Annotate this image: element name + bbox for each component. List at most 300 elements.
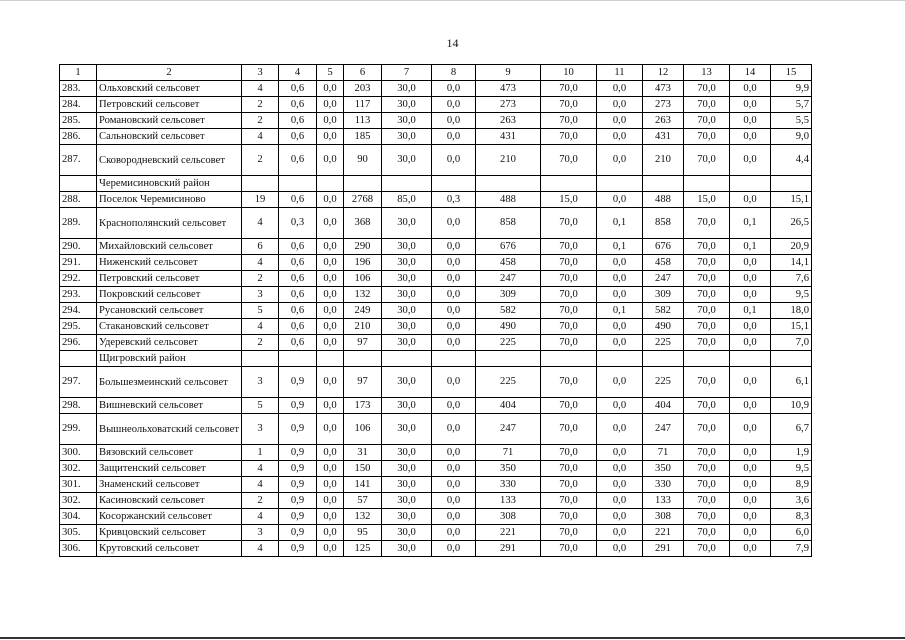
col-5-cell: 0,0 (317, 81, 344, 97)
name-cell: Поселок Черемисиново (97, 192, 242, 208)
col-8-cell: 0,0 (432, 509, 476, 525)
empty-cell (476, 176, 541, 192)
col-10-cell: 70,0 (541, 113, 597, 129)
col-10-cell: 70,0 (541, 461, 597, 477)
name-cell: Знаменский сельсовет (97, 477, 242, 493)
col-15-cell: 3,6 (771, 493, 812, 509)
col-11-cell: 0,1 (597, 208, 643, 239)
col-7-cell: 30,0 (382, 303, 432, 319)
header-cell-2: 2 (97, 65, 242, 81)
col-7-cell: 30,0 (382, 477, 432, 493)
col-7-cell: 30,0 (382, 367, 432, 398)
table-row (60, 541, 812, 557)
row-number-cell: 289. (60, 208, 97, 239)
col-12-cell: 133 (643, 493, 684, 509)
col-13-cell: 70,0 (684, 493, 730, 509)
col-4-cell: 0,9 (279, 414, 317, 445)
header-cell-15: 15 (771, 65, 812, 81)
col-3-cell: 4 (242, 461, 279, 477)
header-cell-12: 12 (643, 65, 684, 81)
col-10-cell: 70,0 (541, 398, 597, 414)
col-14-cell: 0,0 (730, 541, 771, 557)
col-5-cell: 0,0 (317, 541, 344, 557)
col-11-cell: 0,0 (597, 255, 643, 271)
col-3-cell: 1 (242, 445, 279, 461)
col-10-cell: 70,0 (541, 303, 597, 319)
header-cell-9: 9 (476, 65, 541, 81)
empty-cell (541, 351, 597, 367)
col-13-cell: 70,0 (684, 97, 730, 113)
row-number-cell: 292. (60, 271, 97, 287)
name-cell: Романовский сельсовет (97, 113, 242, 129)
col-13-cell: 70,0 (684, 319, 730, 335)
col-12-cell: 582 (643, 303, 684, 319)
empty-cell (730, 351, 771, 367)
table-header-row (60, 65, 812, 81)
col-6-cell: 95 (344, 525, 382, 541)
empty-cell (597, 351, 643, 367)
header-cell-10: 10 (541, 65, 597, 81)
col-15-cell: 18,0 (771, 303, 812, 319)
col-11-cell: 0,0 (597, 287, 643, 303)
col-8-cell: 0,0 (432, 525, 476, 541)
col-10-cell: 70,0 (541, 335, 597, 351)
col-8-cell: 0,0 (432, 129, 476, 145)
table-row (60, 113, 812, 129)
col-5-cell: 0,0 (317, 477, 344, 493)
empty-cell (643, 351, 684, 367)
empty-cell (597, 176, 643, 192)
col-7-cell: 30,0 (382, 493, 432, 509)
row-number-cell: 302. (60, 461, 97, 477)
col-5-cell: 0,0 (317, 398, 344, 414)
name-cell: Касиновский сельсовет (97, 493, 242, 509)
col-15-cell: 6,1 (771, 367, 812, 398)
col-3-cell: 3 (242, 414, 279, 445)
col-15-cell: 6,7 (771, 414, 812, 445)
col-5-cell: 0,0 (317, 287, 344, 303)
col-5-cell: 0,0 (317, 97, 344, 113)
col-6-cell: 132 (344, 509, 382, 525)
name-cell: Косоржанский сельсовет (97, 509, 242, 525)
col-4-cell: 0,6 (279, 335, 317, 351)
col-7-cell: 30,0 (382, 208, 432, 239)
col-9-cell: 582 (476, 303, 541, 319)
col-15-cell: 6,0 (771, 525, 812, 541)
empty-cell (242, 351, 279, 367)
row-number-cell: 302. (60, 493, 97, 509)
col-12-cell: 431 (643, 129, 684, 145)
col-14-cell: 0,0 (730, 445, 771, 461)
col-8-cell: 0,0 (432, 414, 476, 445)
empty-cell (344, 176, 382, 192)
empty-cell (771, 176, 812, 192)
col-5-cell: 0,0 (317, 192, 344, 208)
col-11-cell: 0,0 (597, 477, 643, 493)
col-11-cell: 0,0 (597, 398, 643, 414)
col-13-cell: 70,0 (684, 287, 730, 303)
col-5-cell: 0,0 (317, 113, 344, 129)
col-9-cell: 291 (476, 541, 541, 557)
name-cell: Сальновский сельсовет (97, 129, 242, 145)
col-11-cell: 0,1 (597, 239, 643, 255)
table-row (60, 509, 812, 525)
col-10-cell: 70,0 (541, 81, 597, 97)
col-14-cell: 0,1 (730, 303, 771, 319)
col-10-cell: 70,0 (541, 271, 597, 287)
name-cell: Русановский сельсовет (97, 303, 242, 319)
col-13-cell: 70,0 (684, 461, 730, 477)
col-12-cell: 225 (643, 367, 684, 398)
col-13-cell: 15,0 (684, 192, 730, 208)
col-12-cell: 247 (643, 271, 684, 287)
col-10-cell: 70,0 (541, 145, 597, 176)
col-9-cell: 458 (476, 255, 541, 271)
col-6-cell: 117 (344, 97, 382, 113)
header-cell-13: 13 (684, 65, 730, 81)
empty-cell (643, 176, 684, 192)
col-12-cell: 308 (643, 509, 684, 525)
col-11-cell: 0,1 (597, 303, 643, 319)
col-7-cell: 30,0 (382, 129, 432, 145)
col-5-cell: 0,0 (317, 461, 344, 477)
col-8-cell: 0,0 (432, 445, 476, 461)
col-4-cell: 0,6 (279, 97, 317, 113)
col-9-cell: 247 (476, 271, 541, 287)
col-3-cell: 4 (242, 129, 279, 145)
name-cell: Петровский сельсовет (97, 97, 242, 113)
col-8-cell: 0,0 (432, 493, 476, 509)
table-row (60, 335, 812, 351)
col-10-cell: 70,0 (541, 97, 597, 113)
name-cell: Удеревский сельсовет (97, 335, 242, 351)
table-row (60, 477, 812, 493)
col-13-cell: 70,0 (684, 129, 730, 145)
col-10-cell: 70,0 (541, 208, 597, 239)
header-cell-14: 14 (730, 65, 771, 81)
col-8-cell: 0,3 (432, 192, 476, 208)
empty-cell (382, 351, 432, 367)
col-7-cell: 30,0 (382, 287, 432, 303)
col-6-cell: 106 (344, 414, 382, 445)
col-7-cell: 30,0 (382, 81, 432, 97)
col-15-cell: 9,9 (771, 81, 812, 97)
row-number-cell: 284. (60, 97, 97, 113)
col-11-cell: 0,0 (597, 509, 643, 525)
name-cell: Краснополянский сельсовет (97, 208, 242, 239)
name-cell: Крутовский сельсовет (97, 541, 242, 557)
col-12-cell: 676 (643, 239, 684, 255)
col-12-cell: 488 (643, 192, 684, 208)
col-13-cell: 70,0 (684, 335, 730, 351)
col-4-cell: 0,9 (279, 461, 317, 477)
col-10-cell: 70,0 (541, 414, 597, 445)
table-row (60, 445, 812, 461)
col-7-cell: 30,0 (382, 271, 432, 287)
col-15-cell: 20,9 (771, 239, 812, 255)
district-header-row (60, 176, 812, 192)
col-13-cell: 70,0 (684, 398, 730, 414)
name-cell: Кривцовский сельсовет (97, 525, 242, 541)
col-8-cell: 0,0 (432, 113, 476, 129)
col-7-cell: 30,0 (382, 398, 432, 414)
col-11-cell: 0,0 (597, 145, 643, 176)
col-8-cell: 0,0 (432, 97, 476, 113)
col-6-cell: 125 (344, 541, 382, 557)
table-row (60, 414, 812, 445)
table-row (60, 287, 812, 303)
col-5-cell: 0,0 (317, 414, 344, 445)
col-15-cell: 8,9 (771, 477, 812, 493)
col-15-cell: 1,9 (771, 445, 812, 461)
col-7-cell: 30,0 (382, 461, 432, 477)
col-5-cell: 0,0 (317, 145, 344, 176)
col-10-cell: 70,0 (541, 255, 597, 271)
col-8-cell: 0,0 (432, 255, 476, 271)
col-4-cell: 0,6 (279, 255, 317, 271)
table-row (60, 319, 812, 335)
header-cell-11: 11 (597, 65, 643, 81)
col-10-cell: 70,0 (541, 129, 597, 145)
col-14-cell: 0,0 (730, 525, 771, 541)
col-9-cell: 225 (476, 367, 541, 398)
col-3-cell: 19 (242, 192, 279, 208)
col-11-cell: 0,0 (597, 113, 643, 129)
col-9-cell: 71 (476, 445, 541, 461)
col-15-cell: 5,7 (771, 97, 812, 113)
row-number-cell: 298. (60, 398, 97, 414)
col-4-cell: 0,6 (279, 271, 317, 287)
col-10-cell: 70,0 (541, 525, 597, 541)
col-14-cell: 0,0 (730, 367, 771, 398)
col-3-cell: 4 (242, 319, 279, 335)
col-13-cell: 70,0 (684, 239, 730, 255)
name-cell: Ниженский сельсовет (97, 255, 242, 271)
col-15-cell: 8,3 (771, 509, 812, 525)
col-8-cell: 0,0 (432, 398, 476, 414)
col-6-cell: 90 (344, 145, 382, 176)
col-8-cell: 0,0 (432, 287, 476, 303)
header-cell-3: 3 (242, 65, 279, 81)
empty-cell (317, 351, 344, 367)
row-number-cell: 301. (60, 477, 97, 493)
col-5-cell: 0,0 (317, 319, 344, 335)
col-9-cell: 133 (476, 493, 541, 509)
col-4-cell: 0,9 (279, 541, 317, 557)
col-6-cell: 290 (344, 239, 382, 255)
col-14-cell: 0,0 (730, 509, 771, 525)
row-number-cell: 295. (60, 319, 97, 335)
empty-cell (60, 176, 97, 192)
col-11-cell: 0,0 (597, 81, 643, 97)
row-number-cell: 291. (60, 255, 97, 271)
col-7-cell: 30,0 (382, 145, 432, 176)
col-6-cell: 113 (344, 113, 382, 129)
col-10-cell: 70,0 (541, 493, 597, 509)
col-9-cell: 858 (476, 208, 541, 239)
col-10-cell: 70,0 (541, 367, 597, 398)
col-3-cell: 4 (242, 208, 279, 239)
col-6-cell: 196 (344, 255, 382, 271)
col-9-cell: 490 (476, 319, 541, 335)
col-4-cell: 0,3 (279, 208, 317, 239)
col-14-cell: 0,0 (730, 398, 771, 414)
col-13-cell: 70,0 (684, 525, 730, 541)
empty-cell (476, 351, 541, 367)
district-name: Щигровский район (97, 351, 242, 367)
col-7-cell: 30,0 (382, 319, 432, 335)
col-15-cell: 7,0 (771, 335, 812, 351)
empty-cell (242, 176, 279, 192)
col-4-cell: 0,6 (279, 129, 317, 145)
col-4-cell: 0,6 (279, 81, 317, 97)
col-4-cell: 0,6 (279, 145, 317, 176)
name-cell: Стакановский сельсовет (97, 319, 242, 335)
col-14-cell: 0,0 (730, 319, 771, 335)
col-4-cell: 0,9 (279, 445, 317, 461)
col-12-cell: 350 (643, 461, 684, 477)
table-row (60, 398, 812, 414)
name-cell: Вишневский сельсовет (97, 398, 242, 414)
row-number-cell: 294. (60, 303, 97, 319)
row-number-cell: 300. (60, 445, 97, 461)
col-10-cell: 15,0 (541, 192, 597, 208)
col-15-cell: 15,1 (771, 319, 812, 335)
empty-cell (344, 351, 382, 367)
table-row (60, 461, 812, 477)
col-11-cell: 0,0 (597, 335, 643, 351)
col-6-cell: 185 (344, 129, 382, 145)
row-number-cell: 285. (60, 113, 97, 129)
col-4-cell: 0,9 (279, 493, 317, 509)
col-3-cell: 6 (242, 239, 279, 255)
col-12-cell: 330 (643, 477, 684, 493)
empty-cell (60, 351, 97, 367)
empty-cell (684, 176, 730, 192)
empty-cell (382, 176, 432, 192)
col-6-cell: 2768 (344, 192, 382, 208)
col-9-cell: 488 (476, 192, 541, 208)
col-7-cell: 30,0 (382, 445, 432, 461)
col-13-cell: 70,0 (684, 145, 730, 176)
empty-cell (432, 351, 476, 367)
col-8-cell: 0,0 (432, 541, 476, 557)
district-header-row (60, 351, 812, 367)
table-row (60, 271, 812, 287)
row-number-cell: 299. (60, 414, 97, 445)
row-number-cell: 296. (60, 335, 97, 351)
col-14-cell: 0,1 (730, 239, 771, 255)
col-3-cell: 5 (242, 398, 279, 414)
row-number-cell: 297. (60, 367, 97, 398)
col-10-cell: 70,0 (541, 239, 597, 255)
col-9-cell: 210 (476, 145, 541, 176)
col-4-cell: 0,6 (279, 239, 317, 255)
row-number-cell: 306. (60, 541, 97, 557)
col-10-cell: 70,0 (541, 541, 597, 557)
col-12-cell: 225 (643, 335, 684, 351)
col-12-cell: 490 (643, 319, 684, 335)
header-cell-7: 7 (382, 65, 432, 81)
col-4-cell: 0,9 (279, 367, 317, 398)
col-3-cell: 2 (242, 113, 279, 129)
col-14-cell: 0,1 (730, 208, 771, 239)
col-5-cell: 0,0 (317, 445, 344, 461)
col-14-cell: 0,0 (730, 414, 771, 445)
col-6-cell: 97 (344, 335, 382, 351)
col-3-cell: 3 (242, 367, 279, 398)
name-cell: Покровский сельсовет (97, 287, 242, 303)
col-7-cell: 30,0 (382, 113, 432, 129)
col-14-cell: 0,0 (730, 145, 771, 176)
district-name: Черемисиновский район (97, 176, 242, 192)
col-12-cell: 263 (643, 113, 684, 129)
col-11-cell: 0,0 (597, 414, 643, 445)
col-4-cell: 0,6 (279, 287, 317, 303)
empty-cell (279, 351, 317, 367)
col-11-cell: 0,0 (597, 461, 643, 477)
row-number-cell: 304. (60, 509, 97, 525)
col-14-cell: 0,0 (730, 287, 771, 303)
col-13-cell: 70,0 (684, 113, 730, 129)
col-4-cell: 0,9 (279, 509, 317, 525)
col-9-cell: 330 (476, 477, 541, 493)
table-row (60, 145, 812, 176)
col-12-cell: 291 (643, 541, 684, 557)
col-11-cell: 0,0 (597, 367, 643, 398)
col-8-cell: 0,0 (432, 319, 476, 335)
col-3-cell: 2 (242, 271, 279, 287)
col-13-cell: 70,0 (684, 271, 730, 287)
col-12-cell: 71 (643, 445, 684, 461)
col-5-cell: 0,0 (317, 335, 344, 351)
col-15-cell: 15,1 (771, 192, 812, 208)
col-15-cell: 9,0 (771, 129, 812, 145)
name-cell: Вышнеольховатский сельсовет (97, 414, 242, 445)
col-8-cell: 0,0 (432, 208, 476, 239)
col-9-cell: 431 (476, 129, 541, 145)
header-cell-5: 5 (317, 65, 344, 81)
empty-cell (432, 176, 476, 192)
col-5-cell: 0,0 (317, 239, 344, 255)
col-4-cell: 0,9 (279, 477, 317, 493)
col-6-cell: 173 (344, 398, 382, 414)
col-3-cell: 5 (242, 303, 279, 319)
col-8-cell: 0,0 (432, 367, 476, 398)
col-4-cell: 0,9 (279, 525, 317, 541)
col-10-cell: 70,0 (541, 477, 597, 493)
col-14-cell: 0,0 (730, 271, 771, 287)
empty-cell (771, 351, 812, 367)
col-3-cell: 2 (242, 145, 279, 176)
col-6-cell: 132 (344, 287, 382, 303)
col-11-cell: 0,0 (597, 271, 643, 287)
col-10-cell: 70,0 (541, 445, 597, 461)
col-12-cell: 404 (643, 398, 684, 414)
col-14-cell: 0,0 (730, 192, 771, 208)
col-15-cell: 7,9 (771, 541, 812, 557)
col-10-cell: 70,0 (541, 287, 597, 303)
col-8-cell: 0,0 (432, 145, 476, 176)
page-top-edge (0, 0, 905, 1)
header-cell-4: 4 (279, 65, 317, 81)
col-12-cell: 473 (643, 81, 684, 97)
table-row (60, 525, 812, 541)
col-12-cell: 309 (643, 287, 684, 303)
row-number-cell: 283. (60, 81, 97, 97)
col-6-cell: 141 (344, 477, 382, 493)
col-6-cell: 368 (344, 208, 382, 239)
